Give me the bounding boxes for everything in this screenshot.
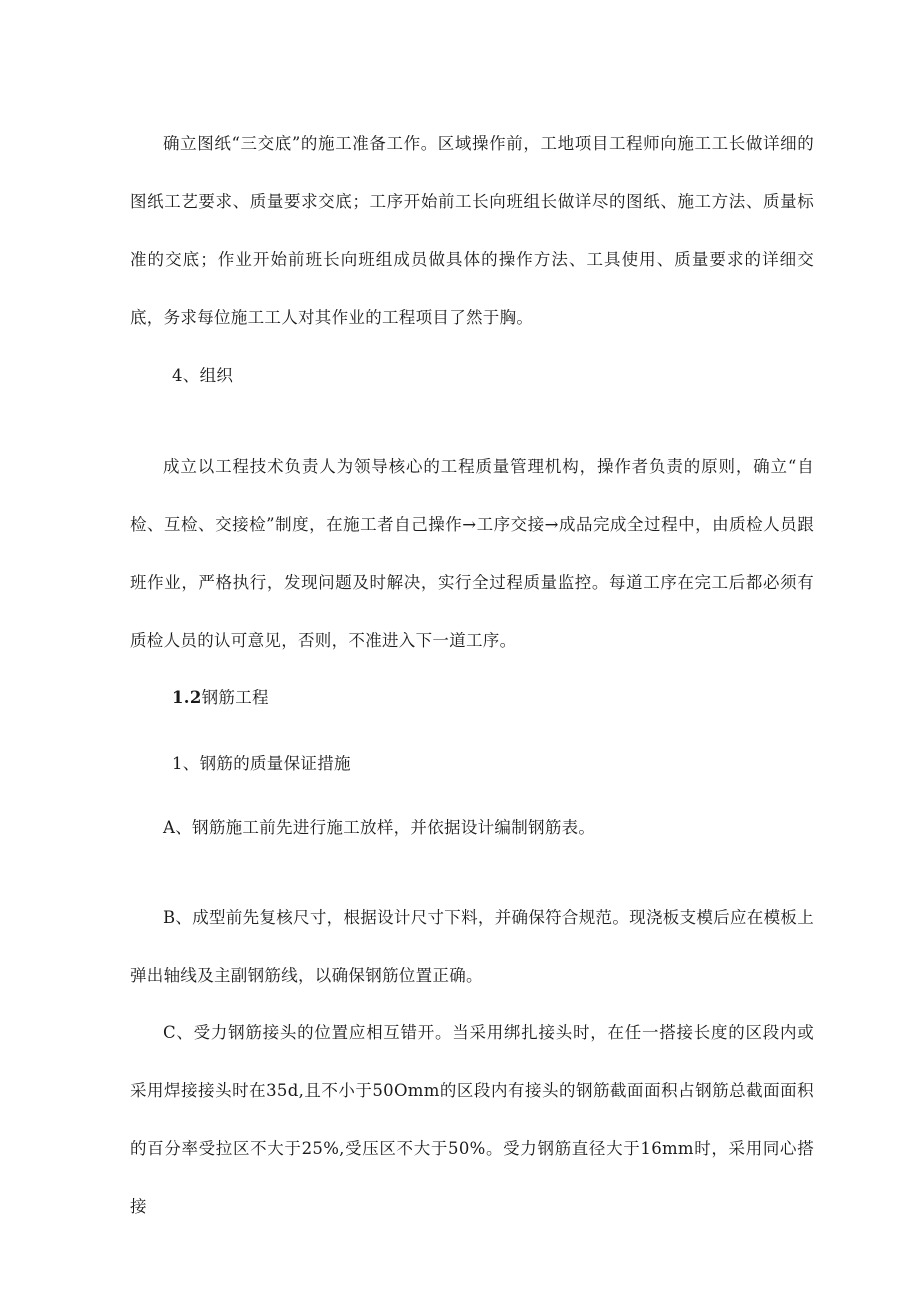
paragraph-c: C、受力钢筋接头的位置应相互错开。当采用绑扎接头时，在任一搭接长度的区段内或采用焊接接头时在35d,且不小于50Omm的区段内有接头的钢筋截面面积占钢筋总截面面积的百分率受拉区不大于25%,受压区不大于50%。受力钢筋直径大于16mm时，采用同心搭接: [130, 1023, 814, 1216]
section-title: 钢筋工程: [201, 688, 269, 707]
paragraph-drawing-briefing: [130, 115, 814, 347]
heading-organization-block: [130, 347, 814, 405]
paragraph-a: A、钢筋施工前先进行施工放样，并依据设计编制钢筋表。: [163, 818, 596, 837]
section-number: 1.2: [172, 688, 202, 707]
paragraph-quality-organization: [130, 438, 814, 670]
heading-quality-measures: 1、钢筋的质量保证措施: [172, 754, 351, 773]
section-heading: [130, 669, 814, 727]
paragraph-b-block: [130, 889, 814, 1005]
section-heading-block: [130, 669, 814, 727]
paragraph-a-block: [130, 799, 814, 857]
paragraph-text: 确立图纸“三交底”的施工准备工作。区域操作前，工地项目工程师向施工工长做详细的图纸工艺要求、质量要求交底；工序开始前工长向班组长做详尽的图纸、施工方法、质量标准的交底；作业开始前班长向班组成员做具体的操作方法、工具使用、质量要求的详细交底，务求每位施工工人对其作业的工程项目了然于胸。: [130, 134, 814, 327]
heading-quality-block: [130, 735, 814, 793]
paragraph-text: 成立以工程技术负责人为领导核心的工程质量管理机构，操作者负责的原则，确立“自检、互检、交接检”制度，在施工者自己操作→工序交接→成品完成全过程中，由质检人员跟班作业，严格执行，发现问题及时解决，实行全过程质量监控。每道工序在完工后都必须有质检人员的认可意见，否则，不准进入下一道工序。: [130, 457, 814, 650]
paragraph-c-block: [130, 1004, 814, 1236]
heading-organization: 4、组织: [172, 366, 234, 385]
paragraph-b: B、成型前先复核尺寸，根据设计尺寸下料，并确保符合规范。现浇板支模后应在模板上弹出轴线及主副钢筋线，以确保钢筋位置正确。: [130, 908, 814, 985]
